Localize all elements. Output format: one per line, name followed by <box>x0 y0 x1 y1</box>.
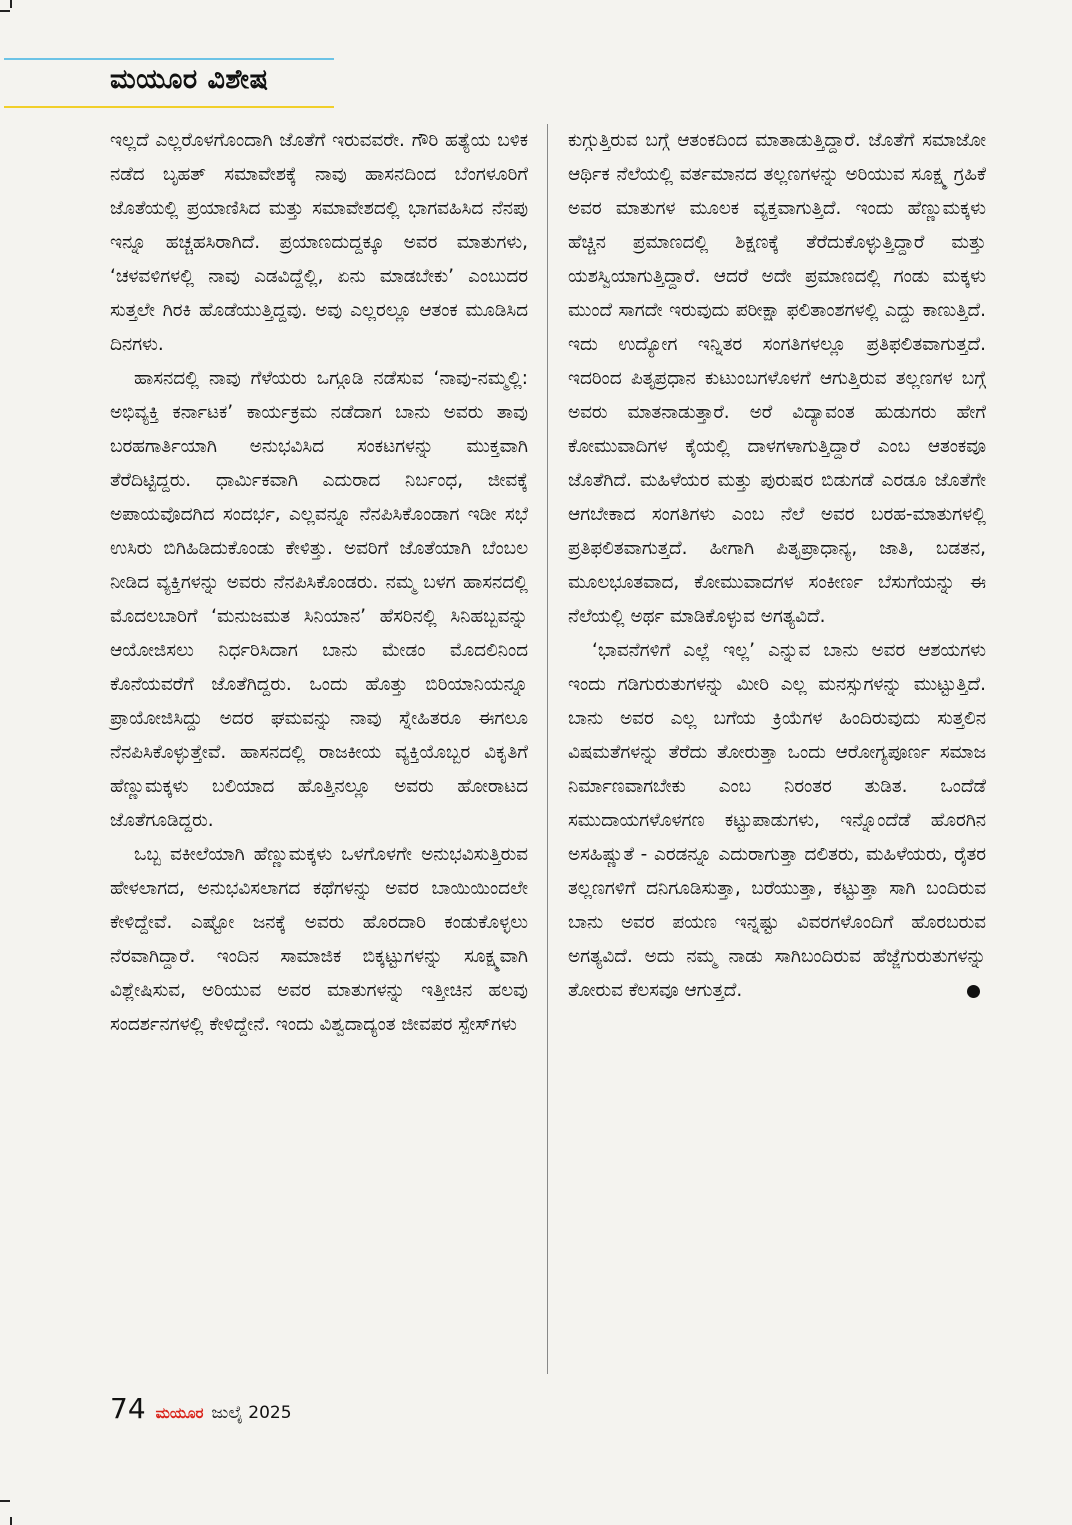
section-title: ಮಯೂರ ವಿಶೇಷ <box>110 64 269 95</box>
paragraph: ಒಬ್ಬ ವಕೀಲೆಯಾಗಿ ಹೆಣ್ಣುಮಕ್ಕಳು ಒಳಗೊಳಗೇ ಅನುಭವಿಸುತ್ತಿರುವ ಹೇಳಲಾಗದ, ಅನುಭವಿಸಲಾಗದ ಕಥೆಗಳನ್ನು ಅವರ ಬಾಯಿಯಿಂದಲೇ ಕೇಳಿದ್ದೇವೆ. ಎಷ್ಟೋ ಜನಕ್ಕೆ ಅವರು ಹೊರದಾರಿ ಕಂಡುಕೊಳ್ಳಲು ನೆರವಾಗಿದ್ದಾರೆ. ಇಂದಿನ ಸಾಮಾಜಿಕ ಬಿಕ್ಕಟ್ಟುಗಳನ್ನು ಸೂಕ್ಷ್ಮವಾಗಿ ವಿಶ್ಲೇಷಿಸುವ, ಅರಿಯುವ ಅವರ ಮಾತುಗಳನ್ನು ಇತ್ತೀಚಿನ ಹಲವು ಸಂದರ್ಶನಗಳಲ್ಲಿ ಕೇಳಿದ್ದೇನೆ. ಇಂದು ವಿಶ್ವದಾದ್ಯಂತ ಜೀವಪರ ಸ್ಪೇಸ್‌ಗಳು <box>110 844 528 1035</box>
paragraph: ಇಲ್ಲದೆ ಎಲ್ಲರೊಳಗೊಂದಾಗಿ ಜೊತೆಗೆ ಇರುವವರೇ. ಗೌರಿ ಹತ್ಯೆಯ ಬಳಿಕ ನಡೆದ ಬೃಹತ್ ಸಮಾವೇಶಕ್ಕೆ ನಾವು ಹಾಸನದಿಂದ ಬೆಂಗಳೂರಿಗೆ ಜೊತೆಯಲ್ಲಿ ಪ್ರಯಾಣಿಸಿದ ಮತ್ತು ಸಮಾವೇಶದಲ್ಲಿ ಭಾಗವಹಿಸಿದ ನೆನಪು ಇನ್ನೂ ಹಚ್ಚಹಸಿರಾಗಿದೆ. ಪ್ರಯಾಣದುದ್ದಕ್ಕೂ ಅವರ ಮಾತುಗಳು, ‘ಚಳವಳಿಗಳಲ್ಲಿ ನಾವು ಎಡವಿದ್ದೆಲ್ಲಿ, ಏನು ಮಾಡಬೇಕು’ ಎಂಬುದರ ಸುತ್ತಲೇ ಗಿರಕಿ ಹೊಡೆಯುತ್ತಿದ್ದವು. ಅವು ಎಲ್ಲರಲ್ಲೂ ಆತಂಕ ಮೂಡಿಸಿದ ದಿನಗಳು. <box>110 130 528 355</box>
page-footer <box>110 1392 292 1428</box>
paragraph: ಕುಗ್ಗುತ್ತಿರುವ ಬಗ್ಗೆ ಆತಂಕದಿಂದ ಮಾತಾಡುತ್ತಿದ್ದಾರೆ. ಜೊತೆಗೆ ಸಮಾಜೋ ಆರ್ಥಿಕ ನೆಲೆಯಲ್ಲಿ ವರ್ತಮಾನದ ತಲ್ಲಣಗಳನ್ನು ಅರಿಯುವ ಸೂಕ್ಷ್ಮ ಗ್ರಹಿಕೆ ಅವರ ಮಾತುಗಳ ಮೂಲಕ ವ್ಯಕ್ತವಾಗುತ್ತಿದೆ. ಇಂದು ಹೆಣ್ಣುಮಕ್ಕಳು ಹೆಚ್ಚಿನ ಪ್ರಮಾಣದಲ್ಲಿ ಶಿಕ್ಷಣಕ್ಕೆ ತೆರೆದುಕೊಳ್ಳುತ್ತಿದ್ದಾರೆ ಮತ್ತು ಯಶಸ್ವಿಯಾಗುತ್ತಿದ್ದಾರೆ. ಆದರೆ ಅದೇ ಪ್ರಮಾಣದಲ್ಲಿ ಗಂಡು ಮಕ್ಕಳು ಮುಂದೆ ಸಾಗದೇ ಇರುವುದು ಪರೀಕ್ಷಾ ಫಲಿತಾಂಶಗಳಲ್ಲಿ ಎದ್ದು ಕಾಣುತ್ತಿದೆ. ಇದು ಉದ್ಯೋಗ ಇನ್ನಿತರ ಸಂಗತಿಗಳಲ್ಲೂ ಪ್ರತಿಫಲಿತವಾಗುತ್ತದೆ. ಇದರಿಂದ ಪಿತೃಪ್ರಧಾನ ಕುಟುಂಬಗಳೊಳಗೆ ಆಗುತ್ತಿರುವ ತಲ್ಲಣಗಳ ಬಗ್ಗೆ ಅವರು ಮಾತನಾಡುತ್ತಾರೆ. ಅರೆ ವಿದ್ಯಾವಂತ ಹುಡುಗರು ಹೇಗೆ ಕೋಮುವಾದಿಗಳ ಕೈಯಲ್ಲಿ ದಾಳಗಳಾಗುತ್ತಿದ್ದಾರೆ ಎಂಬ ಆತಂಕವೂ ಜೊತೆಗಿದೆ. ಮಹಿಳೆಯರ ಮತ್ತು ಪುರುಷರ ಬಿಡುಗಡೆ ಎರಡೂ ಜೊತೆಗೇ ಆಗಬೇಕಾದ ಸಂಗತಿಗಳು ಎಂಬ ನೆಲೆ ಅವರ ಬರಹ-ಮಾತುಗಳಲ್ಲಿ ಪ್ರತಿಫಲಿತವಾಗುತ್ತದೆ. ಹೀಗಾಗಿ ಪಿತೃಪ್ರಾಧಾನ್ಯ, ಜಾತಿ, ಬಡತನ, ಮೂಲಭೂತವಾದ, ಕೋಮುವಾದಗಳ ಸಂಕೀರ್ಣ ಬೆಸುಗೆಯನ್ನು ಈ ನೆಲೆಯಲ್ಲಿ ಅರ್ಥ ಮಾಡಿಕೊಳ್ಳುವ ಅಗತ್ಯವಿದೆ. <box>568 130 986 627</box>
column-divider <box>547 124 548 1374</box>
end-of-article-bullet-icon <box>967 985 980 998</box>
magazine-logo: ಮಯೂರ <box>155 1404 204 1422</box>
article-column-left <box>110 124 528 1042</box>
paragraph-last <box>568 634 986 1008</box>
page-number: 74 <box>110 1392 146 1425</box>
section-header <box>0 58 334 108</box>
issue-date: ಜುಲೈ 2025 <box>211 1403 292 1423</box>
header-rule-yellow <box>4 106 334 108</box>
article-column-right <box>568 124 986 1008</box>
crop-mark-top-left <box>0 10 10 12</box>
header-rule-blue <box>4 58 334 60</box>
paragraph-text: ‘ಭಾವನೆಗಳಿಗೆ ಎಲ್ಲೆ ಇಲ್ಲ’ ಎನ್ನುವ ಬಾನು ಅವರ ಆಶಯಗಳು ಇಂದು ಗಡಿಗುರುತುಗಳನ್ನು ಮೀರಿ ಎಲ್ಲ ಮನಸ್ಸುಗಳನ್ನು ಮುಟ್ಟುತ್ತಿದೆ. ಬಾನು ಅವರ ಎಲ್ಲ ಬಗೆಯ ಕ್ರಿಯೆಗಳ ಹಿಂದಿರುವುದು ಸುತ್ತಲಿನ ವಿಷಮತೆಗಳನ್ನು ತೆರೆದು ತೋರುತ್ತಾ ಒಂದು ಆರೋಗ್ಯಪೂರ್ಣ ಸಮಾಜ ನಿರ್ಮಾಣವಾಗಬೇಕು ಎಂಬ ನಿರಂತರ ತುಡಿತ. ಒಂದೆಡೆ ಸಮುದಾಯಗಳೊಳಗಣ ಕಟ್ಟುಪಾಡುಗಳು, ಇನ್ನೊಂದೆಡೆ ಹೊರಗಿನ ಅಸಹಿಷ್ಣುತೆ - ಎರಡನ್ನೂ ಎದುರಾಗುತ್ತಾ ದಲಿತರು, ಮಹಿಳೆಯರು, ರೈತರ ತಲ್ಲಣಗಳಿಗೆ ದನಿಗೂಡಿಸುತ್ತಾ, ಬರೆಯುತ್ತಾ, ಕಟ್ಟುತ್ತಾ ಸಾಗಿ ಬಂದಿರುವ ಬಾನು ಅವರ ಪಯಣ ಇನ್ನಷ್ಟು ವಿವರಗಳೊಂದಿಗೆ ಹೊರಬರುವ ಅಗತ್ಯವಿದೆ. ಅದು ನಮ್ಮ ನಾಡು ಸಾಗಿಬಂದಿರುವ ಹೆಜ್ಜೆಗುರುತುಗಳನ್ನು ತೋರುವ ಕೆಲಸವೂ ಆಗುತ್ತದೆ. <box>568 640 986 1001</box>
paragraph: ಹಾಸನದಲ್ಲಿ ನಾವು ಗೆಳೆಯರು ಒಗ್ಗೂಡಿ ನಡೆಸುವ ‘ನಾವು-ನಮ್ಮಲ್ಲಿ: ಅಭಿವ್ಯಕ್ತಿ ಕರ್ನಾಟಕ’ ಕಾರ್ಯಕ್ರಮ ನಡೆದಾಗ ಬಾನು ಅವರು ತಾವು ಬರಹಗಾರ್ತಿಯಾಗಿ ಅನುಭವಿಸಿದ ಸಂಕಟಗಳನ್ನು ಮುಕ್ತವಾಗಿ ತೆರೆದಿಟ್ಟಿದ್ದರು. ಧಾರ್ಮಿಕವಾಗಿ ಎದುರಾದ ನಿರ್ಬಂಧ, ಜೀವಕ್ಕೆ ಅಪಾಯವೊದಗಿದ ಸಂದರ್ಭ, ಎಲ್ಲವನ್ನೂ ನೆನಪಿಸಿಕೊಂಡಾಗ ಇಡೀ ಸಭೆ ಉಸಿರು ಬಿಗಿಹಿಡಿದುಕೊಂಡು ಕೇಳಿತ್ತು. ಅವರಿಗೆ ಜೊತೆಯಾಗಿ ಬೆಂಬಲ ನೀಡಿದ ವ್ಯಕ್ತಿಗಳನ್ನು ಅವರು ನೆನಪಿಸಿಕೊಂಡರು. ನಮ್ಮ ಬಳಗ ಹಾಸನದಲ್ಲಿ ಮೊದಲಬಾರಿಗೆ ‘ಮನುಜಮತ ಸಿನಿಯಾನ’ ಹೆಸರಿನಲ್ಲಿ ಸಿನಿಹಬ್ಬವನ್ನು ಆಯೋಜಿಸಲು ನಿರ್ಧರಿಸಿದಾಗ ಬಾನು ಮೇಡಂ ಮೊದಲಿನಿಂದ ಕೊನೆಯವರೆಗೆ ಜೊತೆಗಿದ್ದರು. ಒಂದು ಹೊತ್ತು ಬಿರಿಯಾನಿಯನ್ನೂ ಪ್ರಾಯೋಜಿಸಿದ್ದು ಅದರ ಘಮವನ್ನು ನಾವು ಸ್ನೇಹಿತರೂ ಈಗಲೂ ನೆನಪಿಸಿಕೊಳ್ಳುತ್ತೇವೆ. ಹಾಸನದಲ್ಲಿ ರಾಜಕೀಯ ವ್ಯಕ್ತಿಯೊಬ್ಬರ ವಿಕೃತಿಗೆ ಹೆಣ್ಣುಮಕ್ಕಳು ಬಲಿಯಾದ ಹೊತ್ತಿನಲ್ಲೂ ಅವರು ಹೋರಾಟದ ಜೊತೆಗೂಡಿದ್ದರು. <box>110 368 528 831</box>
crop-mark-bottom-left-vertical <box>10 1517 12 1525</box>
crop-mark-bottom-left <box>0 1500 10 1502</box>
crop-mark-top-left-vertical <box>10 0 12 8</box>
